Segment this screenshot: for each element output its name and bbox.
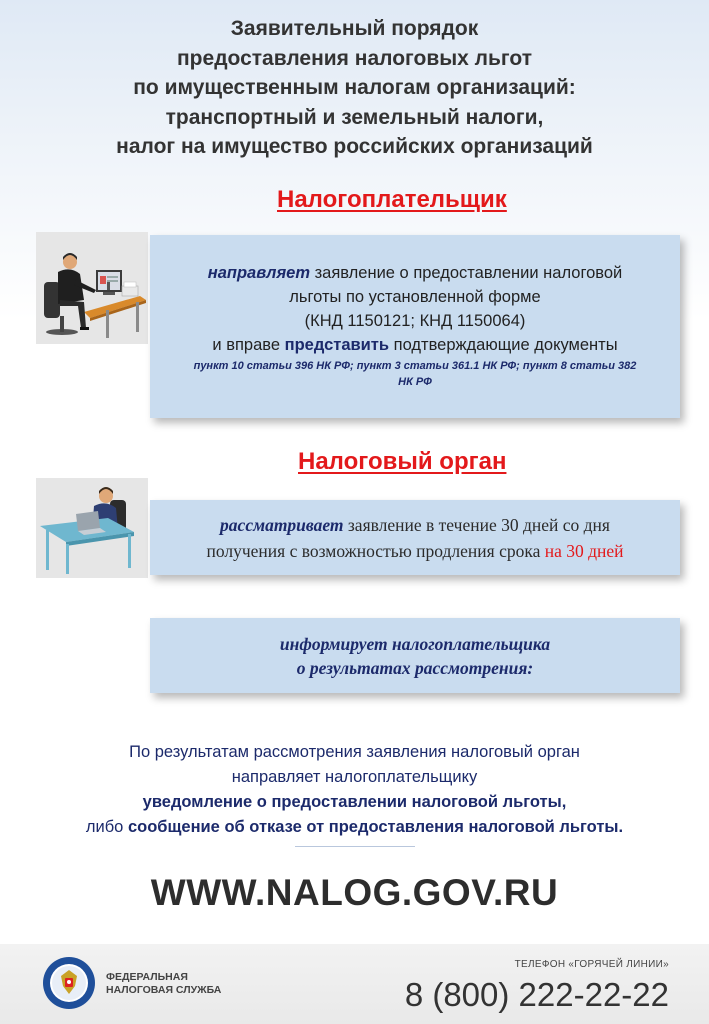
result-line: направляет налогоплательщику: [231, 768, 478, 786]
divider: [295, 846, 415, 847]
website-link[interactable]: WWW.NALOG.GOV.RU: [150, 872, 559, 913]
taxpayer-heading: Налогоплательщик: [277, 186, 507, 213]
verb-sends: направляет: [207, 264, 311, 282]
result-line: По результатам рассмотрения заявления налоговый орган: [129, 743, 580, 761]
card-line: (КНД 1150121; КНД 1150064): [304, 312, 526, 330]
card-line: и вправе представить подтверждающие документы: [212, 336, 618, 354]
card-line: получения с возможностью продления срока на 30 дней: [206, 541, 624, 561]
authority-inform-card: [150, 618, 680, 693]
result-description: [0, 740, 709, 840]
card-line: направляет заявление о предоставлении налоговой: [207, 264, 623, 282]
title-line: по имущественным налогам организаций:: [133, 76, 576, 99]
card-line: информирует налогоплательщика: [279, 634, 551, 654]
hotline-label: ТЕЛЕФОН «ГОРЯЧЕЙ ЛИНИИ»: [514, 959, 669, 970]
hotline-phone[interactable]: 8 (800) 222-22-22: [404, 976, 669, 1013]
card-line: о результатах рассмотрения:: [296, 658, 534, 678]
legal-references: пункт 10 статьи 396 НК РФ; пункт 3 статьи 361.1 НК РФ; пункт 8 статьи 382: [193, 360, 637, 372]
title-line: Заявительный порядок: [230, 17, 479, 40]
tax-authority-heading: Налоговый орган: [298, 448, 507, 475]
authority-review-card: [150, 500, 680, 575]
verb-reviews: рассматривает: [220, 515, 344, 535]
footer: [0, 944, 709, 1024]
result-line: либо сообщение об отказе от предоставления налоговой льготы.: [85, 818, 624, 836]
verb-submit: представить: [284, 336, 390, 354]
result-line: уведомление о предоставлении налоговой льготы,: [142, 793, 567, 811]
title-line: транспортный и земельный налоги,: [165, 105, 544, 129]
poster-title: [0, 14, 709, 162]
legal-references: НК РФ: [398, 376, 432, 388]
employee-at-laptop-icon: [36, 478, 148, 578]
office-worker-at-computer-icon: [36, 232, 148, 344]
fns-label: ФЕДЕРАЛЬНАЯ НАЛОГОВАЯ СЛУЖБА: [106, 971, 222, 996]
title-line: предоставления налоговых льгот: [177, 46, 532, 70]
taxpayer-action-card: [150, 235, 680, 418]
title-line: налог на имущество российских организаций: [116, 135, 593, 158]
card-line: рассматривает заявление в течение 30 дней со дня: [220, 515, 610, 535]
extension-period: на 30 дней: [544, 541, 624, 561]
card-line: льготы по установленной форме: [289, 288, 541, 306]
fns-emblem-icon: [42, 956, 96, 1010]
